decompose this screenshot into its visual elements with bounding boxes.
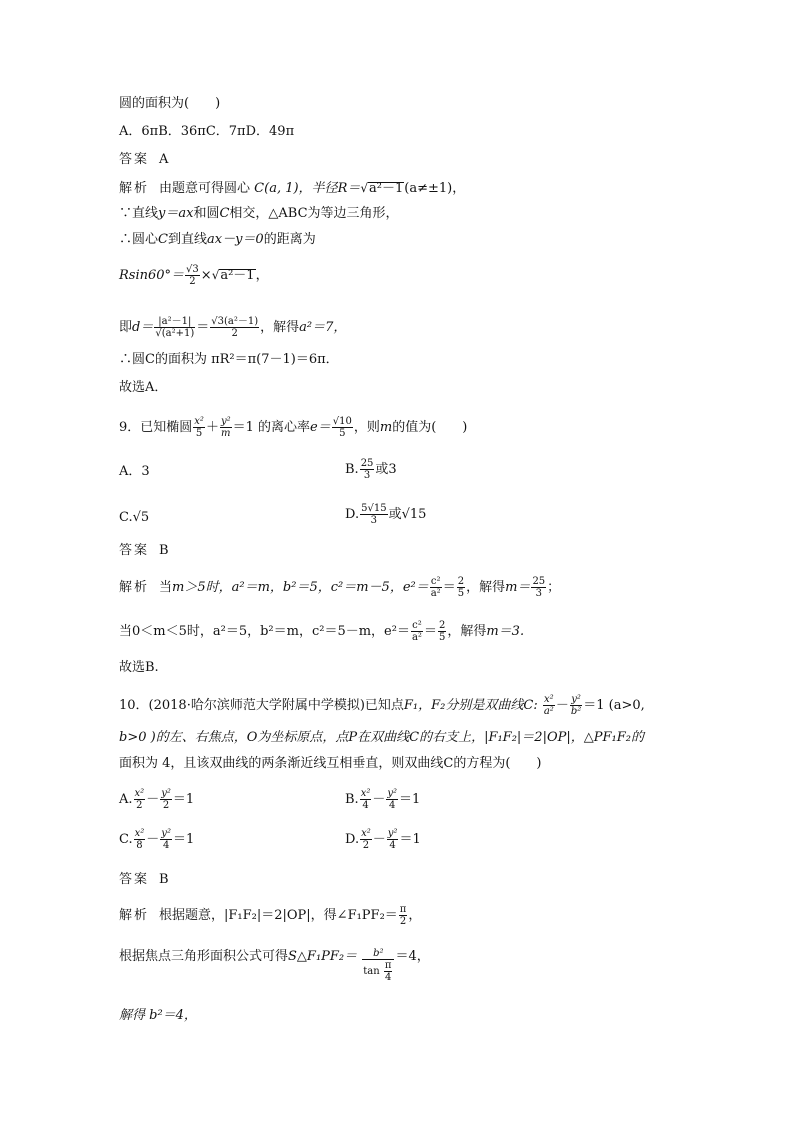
question-10-line-1: 10．(2018·哈尔滨师范大学附属中学模拟)已知点F₁，F₂分别是双曲线C: $\frac{\text{x²}}{\text{a²}}$ － $\frac{\text{y²}}{\text{b²}}$ ＝1 (a>0, [119, 694, 645, 717]
solution-9-conclusion: 故选B. [119, 660, 159, 675]
question-10-line-3: 面积为 4，且该双曲线的两条渐近线互相垂直，则双曲线C的方程为( ) [119, 756, 542, 771]
question-10-option-d: D. $\frac{\text{x²}}{2}$ － $\frac{\text{y²}}{4}$ ＝1 [345, 828, 421, 851]
question-10-option-c: C. $\frac{\text{x²}}{8}$ － $\frac{\text{y²}}{4}$ ＝1 [119, 828, 195, 851]
question-9-option-b: B. $\frac{25}{3}$ 或3 [345, 458, 397, 481]
answer-8: 答案 A [119, 152, 169, 167]
question-10-option-a: A. $\frac{\text{x²}}{2}$ － $\frac{\text{y²}}{2}$ ＝1 [119, 788, 195, 811]
question-9-option-d: D. $\frac{5√15}{3}$ 或√15 [345, 503, 427, 526]
solution-8-conclusion: 故选A． [119, 380, 168, 395]
solution-8-line-5: 即d＝ $\frac{\text{|a²－1|}}{\text{√(a²+1)}}$ ＝ $\frac{\text{√3(a²－1)}}{2}$ ，解得a²＝7， [119, 316, 347, 339]
question-8-options: A．6πB．36πC．7πD．49π [119, 124, 295, 139]
question-10-option-b: B. $\frac{\text{x²}}{4}$ － $\frac{\text{y²}}{4}$ ＝1 [345, 788, 421, 811]
answer-9: 答案 B [119, 543, 169, 558]
question-9-option-c: C.√5 [119, 510, 150, 525]
answer-10: 答案 B [119, 872, 169, 887]
solution-8-line-4: Rsin60°＝ $\frac{√3}{2}$ ×√a²－1， [119, 264, 269, 287]
solution-8-line-3: ∴圆心C到直线ax－y＝0的距离为 [119, 232, 316, 247]
question-10-line-2: b>0 )的左、右焦点，O为坐标原点，点P在双曲线C的右支上，|F₁F₂|＝2|OP|，△PF₁F₂的 [119, 730, 644, 745]
solution-9-line-2: 当0＜m＜5时，a²＝5，b²＝m，c²＝5－m，e²＝ $\frac{\text{c²}}{\text{a²}}$ ＝ $\frac{2}{5}$ ，解得m＝3. [119, 620, 525, 643]
solution-10-line-1: 解析 根据题意，|F₁F₂|＝2|OP|，得∠F₁PF₂＝ $\frac{\pi}{2}$ ， [119, 904, 422, 927]
solution-9-line-1: 解析 当m＞5时，a²＝m，b²＝5，c²＝m－5，e²＝ $\frac{\text{c²}}{\text{a²}}$ ＝ $\frac{2}{5}$ ，解得m＝ $\frac{25}{3}$ ； [119, 576, 561, 599]
question-8-tail: 圆的面积为( ) [119, 96, 221, 111]
solution-8-line-1: 解析 由题意可得圆心 C(a, 1)，半径R＝√a²－1(a≠±1)， [119, 181, 466, 196]
solution-8-line-6: ∴圆C的面积为 πR²＝π(7－1)＝6π． [119, 352, 339, 367]
question-9-option-a: A．3 [119, 464, 150, 479]
question-9-stem: 9．已知椭圆 $\frac{\text{x²}}{5}$ ＋ $\frac{\text{y²}}{m}$ ＝1 的离心率e＝ $\frac{√10}{5}$ ，则m的值为( ) [119, 416, 468, 439]
solution-8-line-2: ∵直线y＝ax和圆C相交，△ABC为等边三角形， [119, 206, 399, 221]
solution-10-line-2: 根据焦点三角形面积公式可得S△F₁PF₂＝ b² tan $\frac{\pi}{4}$ ＝4， [119, 948, 430, 983]
solution-10-line-3: 解得 b²＝4， [119, 1008, 197, 1023]
